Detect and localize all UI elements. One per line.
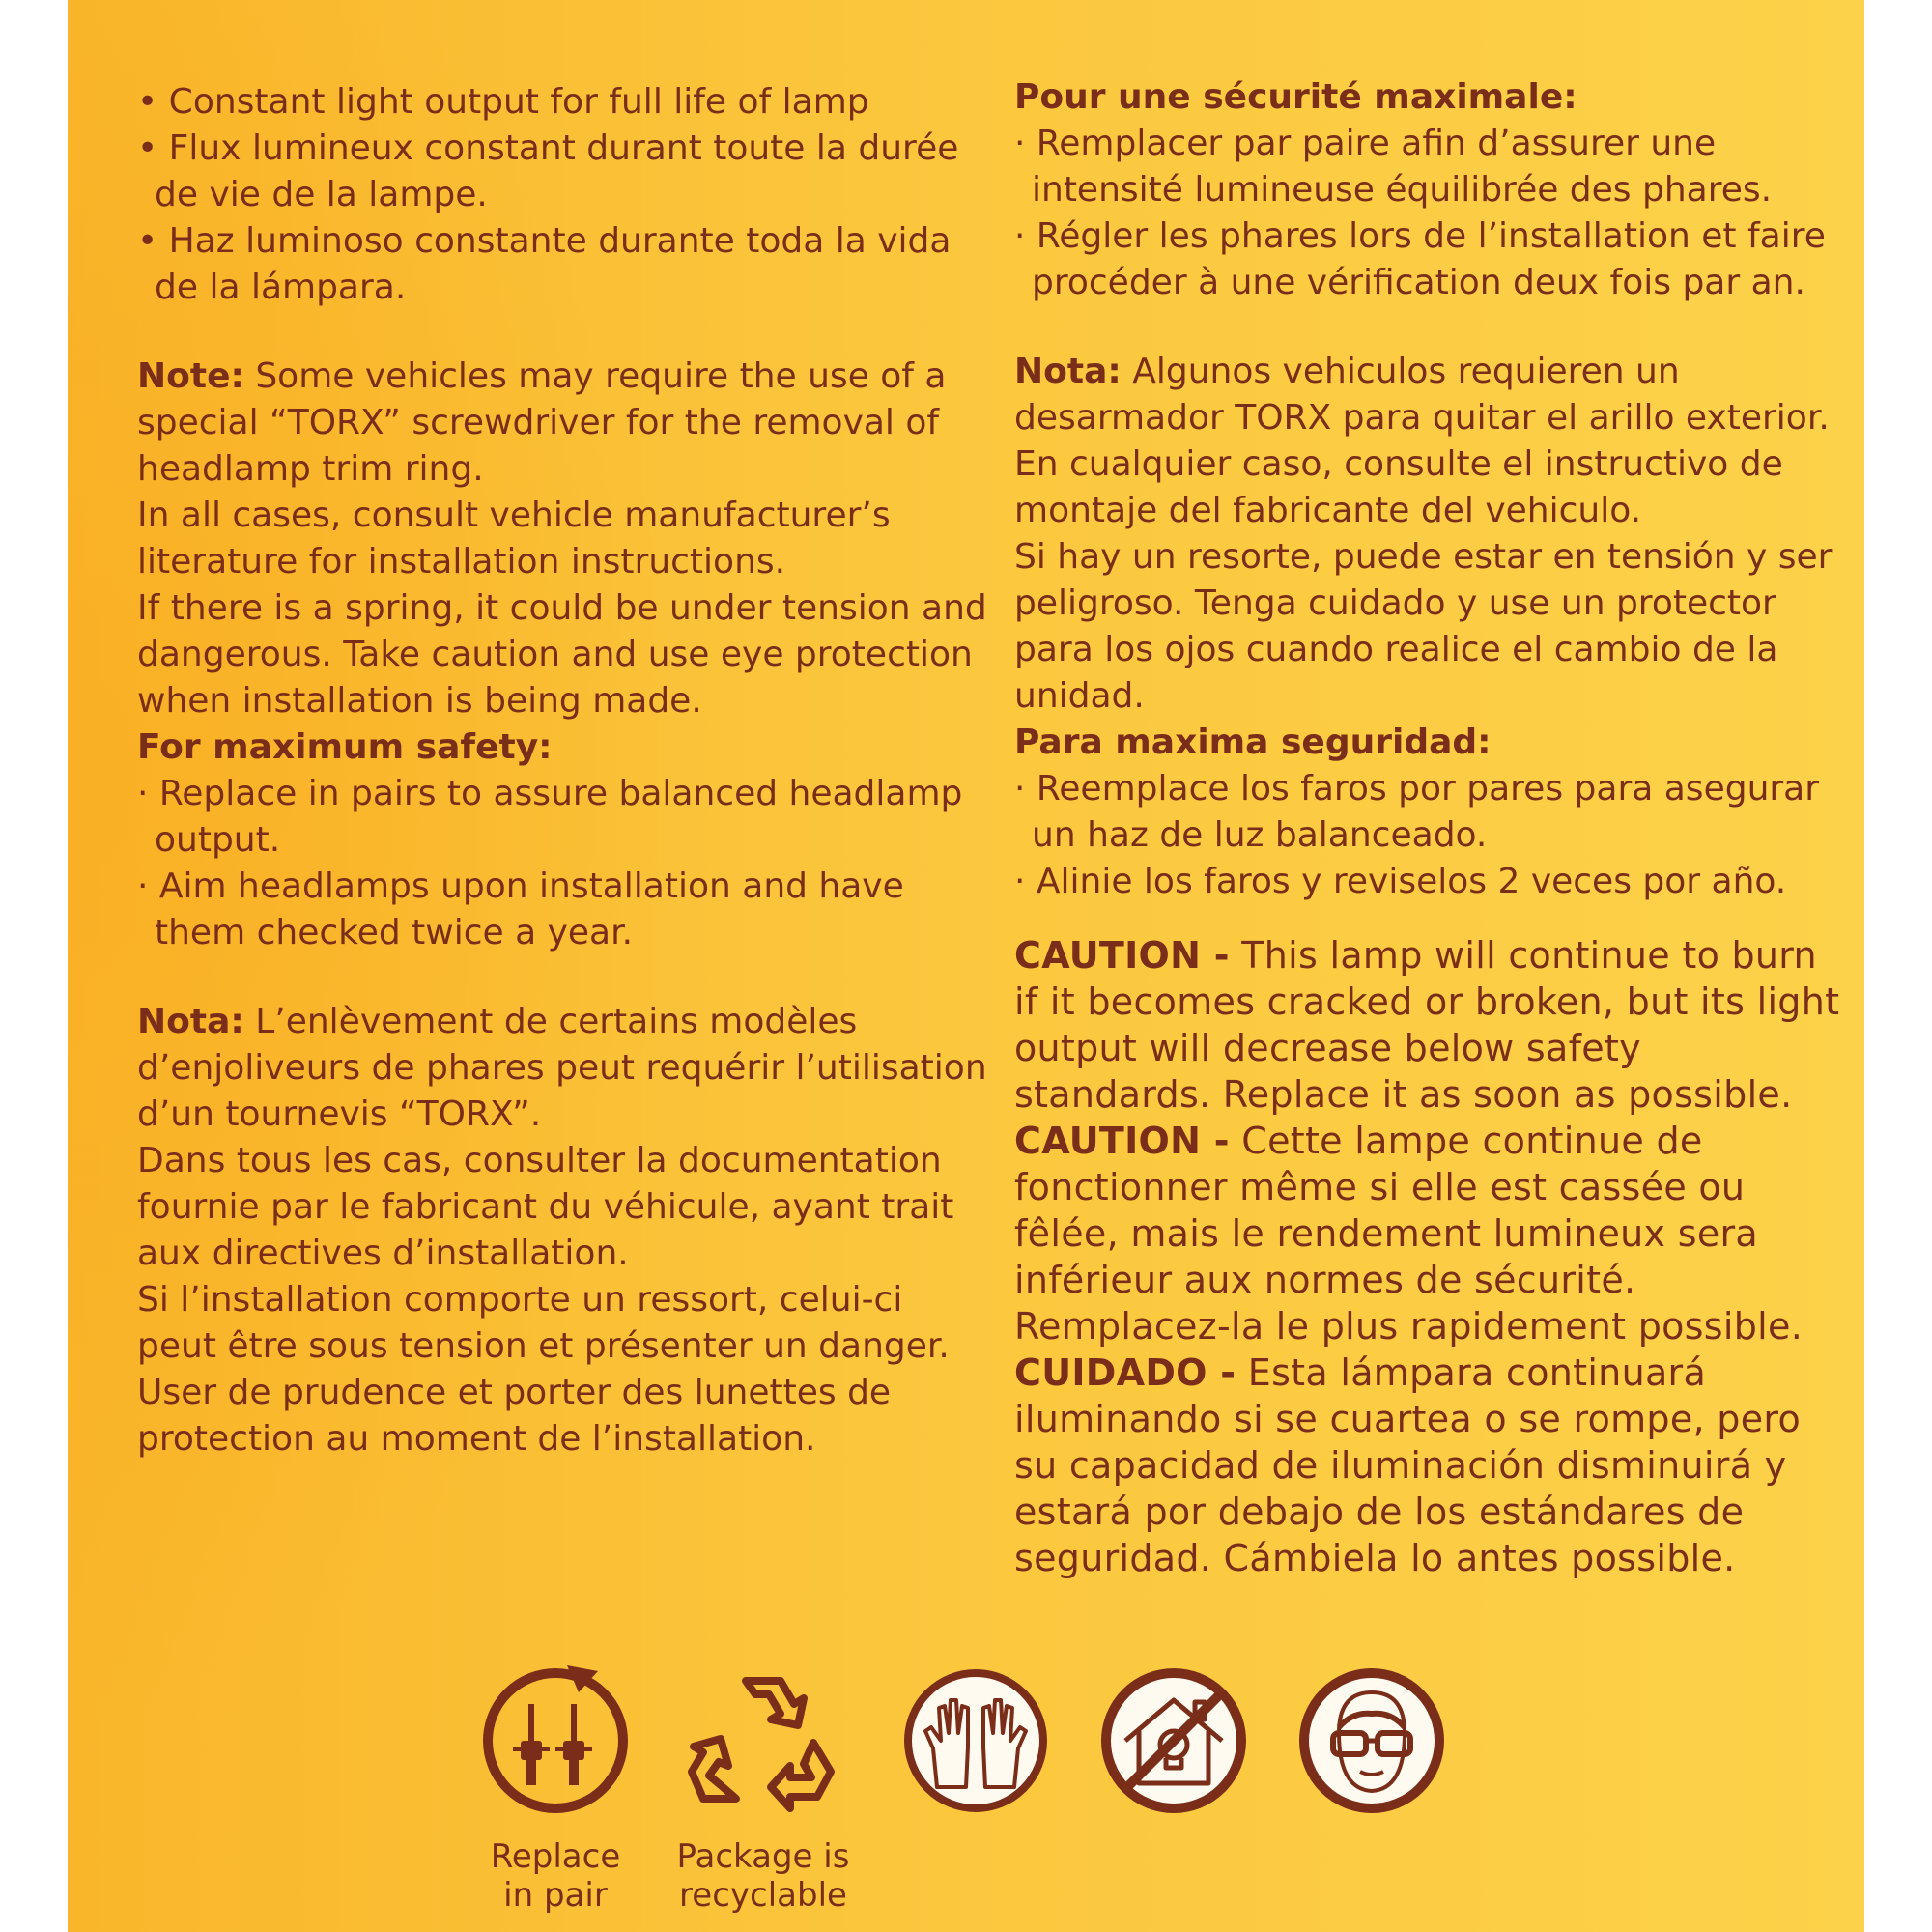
caution-en-text: This lamp will continue to burn if it becomes cracked or broken, but its light output will decrease below safety standards. Replace it as soon as possible. [1014, 934, 1840, 1116]
note-es-consult: En cualquier caso, consulte el instructivo de montaje del fabricante del vehiculo. [1014, 444, 1783, 530]
caution-fr-text: Cette lampe continue de fonctionner même si elle est cassée ou fêlée, mais le rendement lumineux sera inférieur aux normes de sécurité. Remplacez-la le plus rapidement possible. [1014, 1120, 1804, 1348]
caution-en-label: CAUTION - [1014, 934, 1230, 977]
safety-es-item: · Reemplace los faros por pares para asegurar un haz de luz balanceado. [1014, 769, 1820, 855]
caution-fr-label: CAUTION - [1014, 1120, 1230, 1162]
note-es-spring: Si hay un resorte, puede estar en tensión y ser peligroso. Tenga cuidado y use un protector para los ojos cuando realice el cambio de la unidad. [1014, 537, 1833, 716]
eye-protection-icon [1294, 1663, 1449, 1818]
caution-es [1014, 1350, 1845, 1581]
gloves-icon [898, 1663, 1053, 1818]
note-fr-spring: Si l’installation comporte un ressort, celui-ci peut être sous tension et présenter un danger. User de prudence et porter des lunettes de protection au moment de l’installation. [137, 1280, 950, 1459]
caution-en [1014, 932, 1845, 1118]
caution-fr [1014, 1118, 1845, 1350]
feature-bullet-fr: • Flux lumineux constant durant toute la durée de vie de la lampe. [137, 128, 959, 214]
package-panel [68, 0, 1864, 1932]
note-en-text: Some vehicles may require the use of a special “TORX” screwdriver for the removal of headlamp trim ring. [137, 356, 947, 489]
safety-es-heading: Para maxima seguridad: [1014, 723, 1492, 762]
note-fr-consult: Dans tous les cas, consulter la documentation fournie par le fabricant du véhicule, ayant trait aux directives d’installation. [137, 1141, 954, 1273]
label-line: in pair [503, 1876, 608, 1915]
label-line: recyclable [679, 1876, 847, 1915]
recyclable-label [647, 1837, 879, 1915]
note-es-label: Nota: [1014, 352, 1122, 391]
safety-fr-heading: Pour une sécurité maximale: [1014, 77, 1577, 117]
note-fr-text: L’enlèvement de certains modèles d’enjoliveurs de phares peut requérir l’utilisation d’un tournevis “TORX”. [137, 1002, 987, 1134]
note-fr [137, 999, 987, 1138]
right-column [1014, 74, 1845, 1581]
safety-en-item: · Aim headlamps upon installation and have them checked twice a year. [137, 867, 904, 952]
note-es [1014, 349, 1845, 441]
replace-in-pair-icon [478, 1663, 633, 1818]
note-en-label: Note: [137, 356, 244, 396]
feature-bullet-en: • Constant light output for full life of lamp [137, 82, 869, 122]
icon-row [68, 1663, 1864, 1932]
feature-bullet-es: • Haz luminoso constante durante toda la vida de la lámpara. [137, 221, 952, 307]
label-line: Replace [490, 1837, 621, 1876]
safety-fr-item: · Remplacer par paire afin d’assurer une intensité lumineuse équilibrée des phares. [1014, 124, 1773, 210]
caution-es-text: Esta lámpara continuará iluminando si se cuartea o se rompe, pero su capacidad de iluminación disminuirá y estará por debajo de los estándares de seguridad. Cámbiela lo antes possible. [1014, 1351, 1802, 1579]
note-en-spring: If there is a spring, it could be under tension and dangerous. Take caution and use eye protection when installation is being made. [137, 588, 987, 721]
safety-es-item: · Alinie los faros y reviselos 2 veces por año. [1014, 862, 1787, 901]
safety-en-heading: For maximum safety: [137, 727, 553, 767]
no-household-use-icon [1096, 1663, 1251, 1818]
note-fr-label: Nota: [137, 1002, 244, 1041]
safety-en-item: · Replace in pairs to assure balanced headlamp output. [137, 774, 963, 860]
replace-in-pair-label [440, 1837, 671, 1915]
recycle-icon [686, 1663, 840, 1818]
safety-fr-item: · Régler les phares lors de l’installation et faire procéder à une vérification deux fois par an. [1014, 216, 1826, 302]
note-en-consult: In all cases, consult vehicle manufacturer’s literature for installation instructions. [137, 496, 891, 582]
left-column [137, 79, 987, 1463]
label-line: Package is [676, 1837, 850, 1876]
caution-es-label: CUIDADO - [1014, 1351, 1236, 1394]
note-en [137, 354, 987, 493]
note-es-text: Algunos vehiculos requieren un desarmador TORX para quitar el arillo exterior. [1014, 352, 1830, 438]
